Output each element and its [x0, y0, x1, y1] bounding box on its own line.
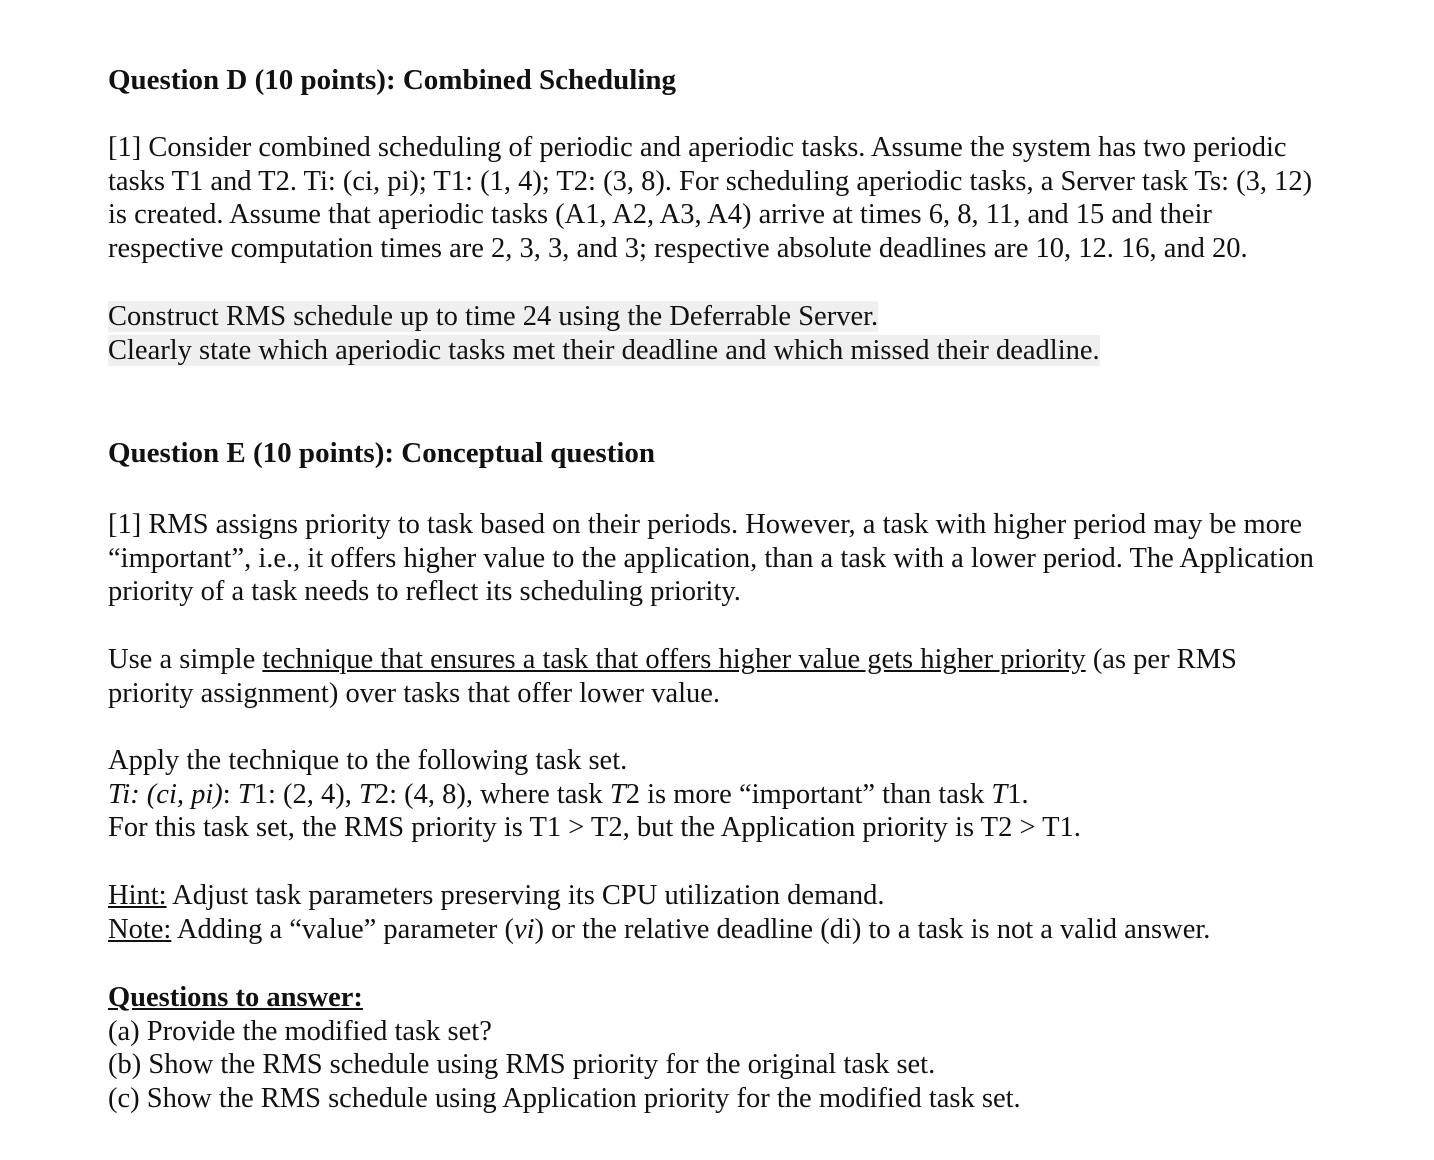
technique-underlined-phrase: technique that ensures a task that offers higher value gets higher priority [262, 644, 1086, 675]
note-label: Note: [108, 913, 172, 945]
question-e-p2-line-1: Use a simple technique that ensures a task that offers higher value gets higher priority (as per RMS [108, 644, 1237, 675]
question-d-p1-line-3: is created. Assume that aperiodic tasks (A1, A2, A3, A4) arrive at times 6, 8, 11, and 15 and their [108, 199, 1212, 231]
question-e-p1-line-3: priority of a task needs to reflect its scheduling priority. [108, 576, 741, 608]
question-d-p2-line-2: Clearly state which aperiodic tasks met their deadline and which missed their deadline. [108, 334, 1100, 366]
question-d-p1-line-2: tasks T1 and T2. Ti: (ci, pi); T1: (1, 4); T2: (3, 8). For scheduling aperiodic tasks, a Server task Ts: (3, 12) [108, 165, 1313, 197]
question-e-title: Question E (10 points): Conceptual question [108, 437, 656, 469]
question-d-title: Question D (10 points): Combined Scheduling [108, 64, 677, 96]
question-e-p3-line-2: Ti: (ci, pi): T1: (2, 4), T2: (4, 8), where task T2 is more “important” than task T1. [108, 778, 1029, 810]
question-d-p1-line-1: [1] Consider combined scheduling of periodic and aperiodic tasks. Assume the system has two periodic [108, 132, 1287, 163]
question-e-paragraph-4 [108, 879, 1210, 946]
question-e-p3-line-1: Apply the technique to the following task set. [108, 745, 628, 776]
note-line: Note: Adding a “value” parameter (vi) or the relative deadline (di) to a task is not a valid answer. [108, 913, 1211, 945]
question-d-p2-line-1: Construct RMS schedule up to time 24 using the Deferrable Server. [108, 301, 879, 332]
question-e-paragraph-2 [108, 643, 1237, 710]
answer-item-a: (a) Provide the modified task set? [108, 1015, 492, 1047]
questions-to-answer-label: Questions to answer: [108, 982, 363, 1013]
question-e-p1-line-1: [1] RMS assigns priority to task based on their periods. However, a task with higher period may be more [108, 509, 1303, 540]
answer-item-c: (c) Show the RMS schedule using Application priority for the modified task set. [108, 1082, 1021, 1114]
question-e-paragraph-5 [108, 981, 1021, 1115]
question-e-p2-line-2: priority assignment) over tasks that offer lower value. [108, 677, 721, 709]
question-e-paragraph-3 [108, 744, 1081, 845]
question-e-paragraph-1 [108, 508, 1314, 609]
hint-label: Hint: [108, 880, 167, 911]
question-d-paragraph-2 [108, 300, 1100, 367]
question-e-p1-line-2: “important”, i.e., it offers higher value to the application, than a task with a lower period. The Application [108, 542, 1314, 574]
question-d-paragraph-1 [108, 131, 1312, 265]
answer-item-b: (b) Show the RMS schedule using RMS priority for the original task set. [108, 1049, 936, 1081]
questions-to-answer-line [108, 981, 1021, 1015]
question-e-p3-line-3: For this task set, the RMS priority is T1 > T2, but the Application priority is T2 > T1. [108, 812, 1081, 844]
hint-line: Hint: Adjust task parameters preserving its CPU utilization demand. [108, 880, 885, 911]
question-d-p1-line-4: respective computation times are 2, 3, 3, and 3; respective absolute deadlines are 10, 12. 16, and 20. [108, 232, 1248, 264]
